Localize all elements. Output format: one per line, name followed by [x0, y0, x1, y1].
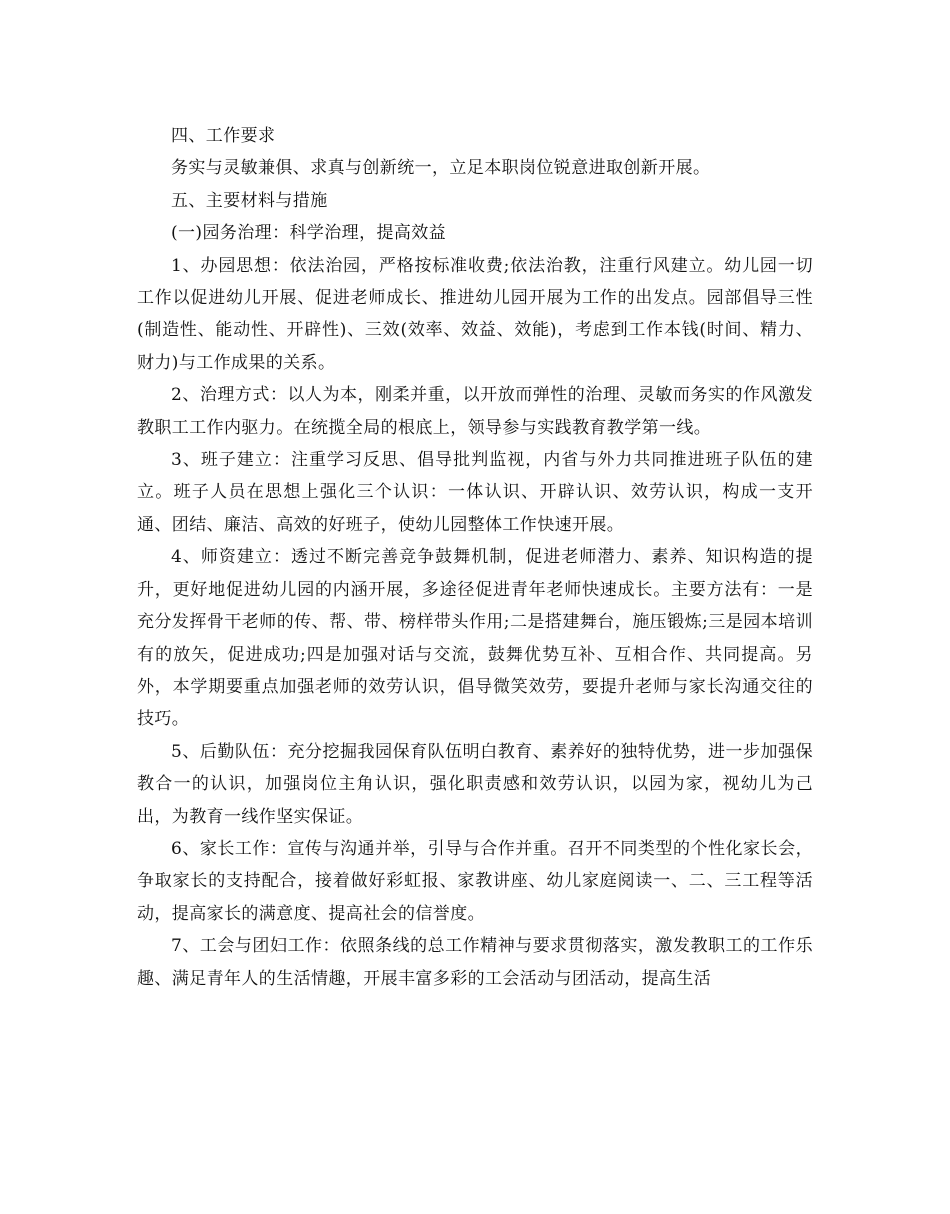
paragraph-item-5: 5、后勤队伍：充分挖掘我园保育队伍明白教育、素养好的独特优势，进一步加强保教合一的认识，加强岗位主角认识，强化职责感和效劳认识，以园为家，视幼儿为己出，为教育一线作坚实保证。	[137, 741, 813, 827]
paragraph-item-4: 4、师资建立：透过不断完善竞争鼓舞机制，促进老师潜力、素养、知识构造的提升，更好地促进幼儿园的内涵开展，多途径促进青年老师快速成长。主要方法有：一是充分发挥骨干老师的传、帮、带、榜样带头作用;二是搭建舞台，施压锻炼;三是园本培训有的放矢，促进成功;四是加强对话与交流，鼓舞优势互补、互相合作、共同提高。另外，本学期要重点加强老师的效劳认识，倡导微笑效劳，要提升老师与家长沟通交往的技巧。	[137, 547, 813, 730]
paragraph-item-3: 3、班子建立：注重学习反思、倡导批判监视，内省与外力共同推进班子队伍的建立。班子人员在思想上强化三个认识：一体认识、开辟认识、效劳认识，构成一支开通、团结、廉洁、高效的好班子，使幼儿园整体工作快速开展。	[137, 450, 813, 535]
paragraph-item-7: 7、工会与团妇工作：依照条线的总工作精神与要求贯彻落实，激发教职工的工作乐趣、满足青年人的生活情趣，开展丰富多彩的工会活动与团活动，提高生活	[137, 936, 813, 989]
paragraph-item-1: 1、办园思想：依法治园，严格按标准收费;依法治教，注重行风建立。幼儿园一切工作以促进幼儿开展、促进老师成长、推进幼儿园开展为工作的出发点。园部倡导三性(制造性、能动性、开辟性)、三效(效率、效益、效能)，考虑到工作本钱(时间、精力、财力)与工作成果的关系。	[137, 255, 813, 373]
subsection-heading-management: (一)园务治理：科学治理，提高效益	[171, 223, 447, 244]
paragraph-requirements: 务实与灵敏兼俱、求真与创新统一，立足本职岗位锐意进取创新开展。	[171, 158, 711, 179]
paragraph-item-2: 2、治理方式：以人为本，刚柔并重，以开放而弹性的治理、灵敏而务实的作风激发教职工工作内驱力。在统揽全局的根底上，领导参与实践教育教学第一线。	[137, 385, 813, 438]
section-heading-measures: 五、主要材料与措施	[171, 190, 328, 211]
paragraph-item-6: 6、家长工作：宣传与沟通并举，引导与合作并重。召开不同类型的个性化家长会，争取家长的支持配合，接着做好彩虹报、家教讲座、幼儿家庭阅读一、二、三工程等活动，提高家长的满意度、提高社会的信誉度。	[137, 838, 813, 924]
section-heading-requirements: 四、工作要求	[171, 126, 276, 146]
document-body	[137, 120, 813, 995]
